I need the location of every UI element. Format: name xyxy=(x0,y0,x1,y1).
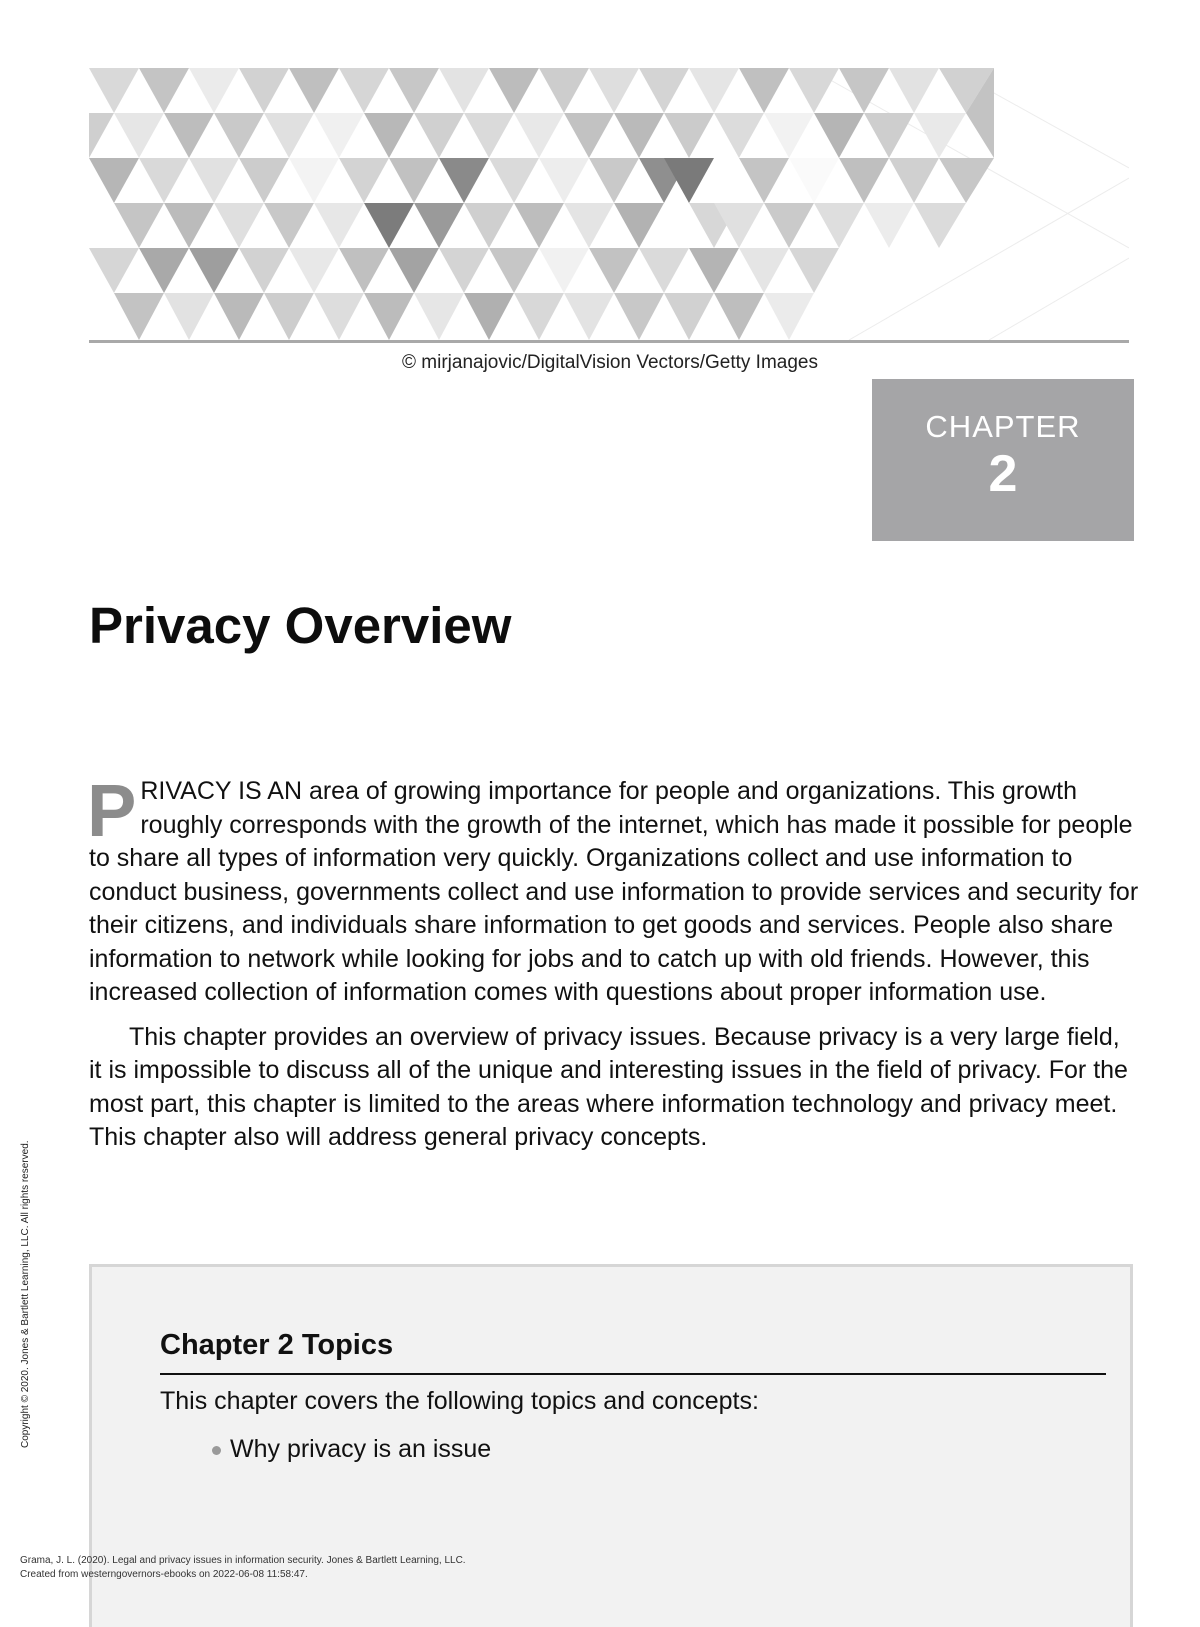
intro-paragraph-2: This chapter provides an overview of privacy issues. Because privacy is a very large field, it is impossible to discuss all of the unique and interesting issues in the field of privacy. For the most part, this chapter is limited to the areas where information technology and privacy meet. This chapter also will address general privacy concepts. xyxy=(89,1022,1128,1151)
citation-line: Grama, J. L. (2020). Legal and privacy issues in information security. Jones & Bartlett Learning, LLC. xyxy=(20,1555,466,1566)
chapter-label: CHAPTER xyxy=(925,409,1081,444)
geometric-banner-image xyxy=(89,68,1129,340)
topics-heading: Chapter 2 Topics xyxy=(160,1329,394,1361)
bullet-icon xyxy=(212,1446,221,1455)
intro-paragraph-1-text: RIVACY IS AN area of growing importance for people and organizations. This growth roughly corresponds with the growth of the internet, which has made it possible for people to share all types of information very quickly. Organizations collect and use information to conduct business, governments collect and use information to provide services and security for their citizens, and individuals share information to get goods and services. People also share information to network while looking for jobs and to catch up with old friends. However, this increased collection of information comes with questions about proper information use. xyxy=(89,777,1139,1006)
side-copyright: Copyright © 2020. Jones & Bartlett Learning, LLC. All rights reserved. xyxy=(20,1140,31,1448)
topics-intro: This chapter covers the following topics and concepts: xyxy=(160,1387,759,1415)
list-item-text: Why privacy is an issue xyxy=(230,1435,492,1463)
banner-divider xyxy=(89,340,1129,343)
intro-text xyxy=(87,769,1139,1166)
intro-paragraph-1 xyxy=(87,769,1139,1010)
chapter-badge xyxy=(872,379,1134,541)
drop-cap: P xyxy=(87,769,137,852)
topics-divider xyxy=(160,1373,1106,1375)
image-credit: © mirjanajovic/DigitalVision Vectors/Getty Images xyxy=(402,352,818,373)
citation-footer xyxy=(20,1554,466,1582)
page-title: Privacy Overview xyxy=(89,597,512,654)
chapter-number: 2 xyxy=(988,445,1018,503)
list-item xyxy=(212,1435,491,1464)
created-line: Created from westerngovernors-ebooks on 2022-06-08 11:58:47. xyxy=(20,1569,308,1580)
